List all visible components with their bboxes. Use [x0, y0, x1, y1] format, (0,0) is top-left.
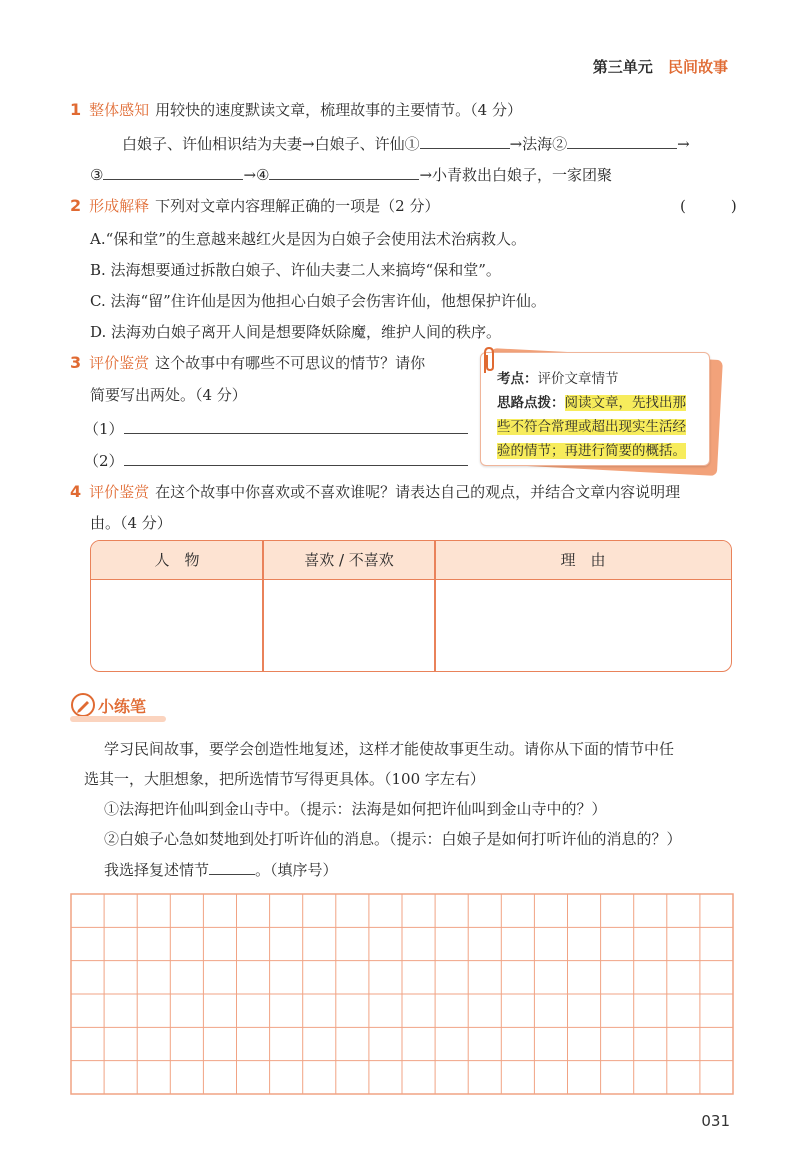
question-4-title [70, 481, 680, 502]
option-b[interactable]: B. 法海想要通过拆散白娘子、许仙夫妻二人来搞垮“保和堂”。 [90, 261, 501, 279]
question-text: 在这个故事中你喜欢或不喜欢谁呢？请表达自己的观点，并结合文章内容说明理 [155, 483, 681, 501]
question-number: 3 [70, 353, 82, 372]
answer-bracket[interactable]: ( ) [680, 197, 737, 215]
tip-silu-3 [497, 439, 709, 463]
practice-intro-1: 学习民间故事，要学会创造性地复述，这样才能使故事更生动。请你从下面的情节中任 [104, 740, 675, 758]
answer-blank-3[interactable] [103, 165, 243, 180]
question-tag: 评价鉴赏 [89, 354, 150, 372]
tip-card [480, 352, 720, 472]
question-3-text-cont: 简要写出两处。（4 分） [90, 386, 247, 404]
answer-blank-4[interactable] [269, 165, 419, 180]
silu-text: 阅读文章，先找出那 [564, 395, 686, 411]
silu-text: 验的情节；再进行简要的概括。 [497, 443, 686, 459]
choose-text: 我选择复述情节 [104, 861, 210, 879]
question-tag: 整体感知 [89, 101, 150, 119]
question-tag: 形成解释 [89, 197, 150, 215]
pen-icon [70, 692, 96, 718]
cell-character[interactable] [91, 581, 262, 671]
flow-text: →小青救出白娘子，一家团聚 [419, 166, 613, 184]
tip-kaodian [497, 367, 709, 391]
opinion-table [90, 540, 732, 672]
flow-text: 白娘子、许仙相识结为夫妻→白娘子、许仙① [122, 135, 420, 153]
option-d[interactable]: D. 法海劝白娘子离开人间是想要降妖除魔，维护人间的秩序。 [90, 323, 502, 341]
flow-text: → [677, 135, 690, 153]
question-text: 这个故事中有哪些不可思议的情节？请你 [155, 354, 426, 372]
option-c[interactable]: C. 法海“留”住许仙是因为他担心白娘子会伤害许仙，他想保护许仙。 [90, 292, 546, 310]
header-like: 喜欢 / 不喜欢 [304, 551, 394, 569]
cell-reason[interactable] [436, 581, 731, 671]
question-1-title [70, 99, 522, 120]
answer-index: （1） [84, 420, 124, 438]
q1-flow-line-2 [90, 164, 612, 185]
category-label: 民间故事 [667, 58, 728, 76]
q1-flow-line-1 [122, 133, 690, 154]
question-tag: 评价鉴赏 [89, 483, 150, 501]
writing-grid[interactable] [70, 893, 734, 1095]
option-a[interactable]: A.“保和堂”的生意越来越红火是因为白娘子会使用法术治病救人。 [90, 230, 526, 248]
flow-text: →④ [243, 166, 270, 184]
answer-index: （2） [84, 452, 124, 470]
answer-blank-2[interactable] [567, 134, 677, 149]
page-number: 031 [701, 1112, 730, 1130]
kaodian-text: 评价文章情节 [537, 371, 619, 387]
question-3-title [70, 352, 425, 373]
tip-card-body [480, 352, 710, 466]
tip-silu-2 [497, 415, 709, 439]
practice-option-1: ①法海把许仙叫到金山寺中。（提示：法海是如何把许仙叫到金山寺中的？） [104, 800, 607, 818]
cell-like[interactable] [264, 581, 434, 671]
choice-blank[interactable] [209, 860, 255, 875]
practice-choose [104, 859, 338, 880]
tip-silu-1 [497, 391, 709, 415]
question-text: 下列对文章内容理解正确的一项是（2 分） [155, 197, 440, 215]
kaodian-label: 考点： [497, 371, 538, 387]
page-header [593, 56, 728, 77]
question-4-text-cont: 由。（4 分） [90, 514, 172, 532]
flow-text: →法海② [509, 135, 568, 153]
flow-text: ③ [90, 166, 104, 184]
silu-label: 思路点拨： [497, 395, 565, 411]
question-number: 4 [70, 482, 82, 501]
q3-answer-line-1 [84, 418, 468, 439]
header-character: 人 物 [154, 551, 200, 569]
answer-line-2[interactable] [124, 451, 468, 466]
answer-line-1[interactable] [124, 419, 468, 434]
unit-label: 第三单元 [592, 58, 653, 76]
practice-title: 小练笔 [98, 697, 147, 716]
practice-option-2: ②白娘子心急如焚地到处打听许仙的消息。（提示：白娘子是如何打听许仙的消息的？） [104, 830, 682, 848]
answer-blank-1[interactable] [420, 134, 510, 149]
question-text: 用较快的速度默读文章，梳理故事的主要情节。（4 分） [155, 101, 522, 119]
practice-intro-2: 选其一，大胆想象，把所选情节写得更具体。（100 字左右） [84, 770, 485, 788]
question-number: 1 [70, 100, 82, 119]
header-reason: 理 由 [560, 551, 606, 569]
q3-answer-line-2 [84, 450, 468, 471]
question-number: 2 [70, 196, 82, 215]
silu-text: 些不符合常理或超出现实生活经 [497, 419, 686, 435]
paperclip-icon [479, 345, 499, 375]
table-header [91, 541, 731, 580]
question-2-title [70, 195, 439, 216]
choose-text: 。（填序号） [255, 861, 338, 879]
